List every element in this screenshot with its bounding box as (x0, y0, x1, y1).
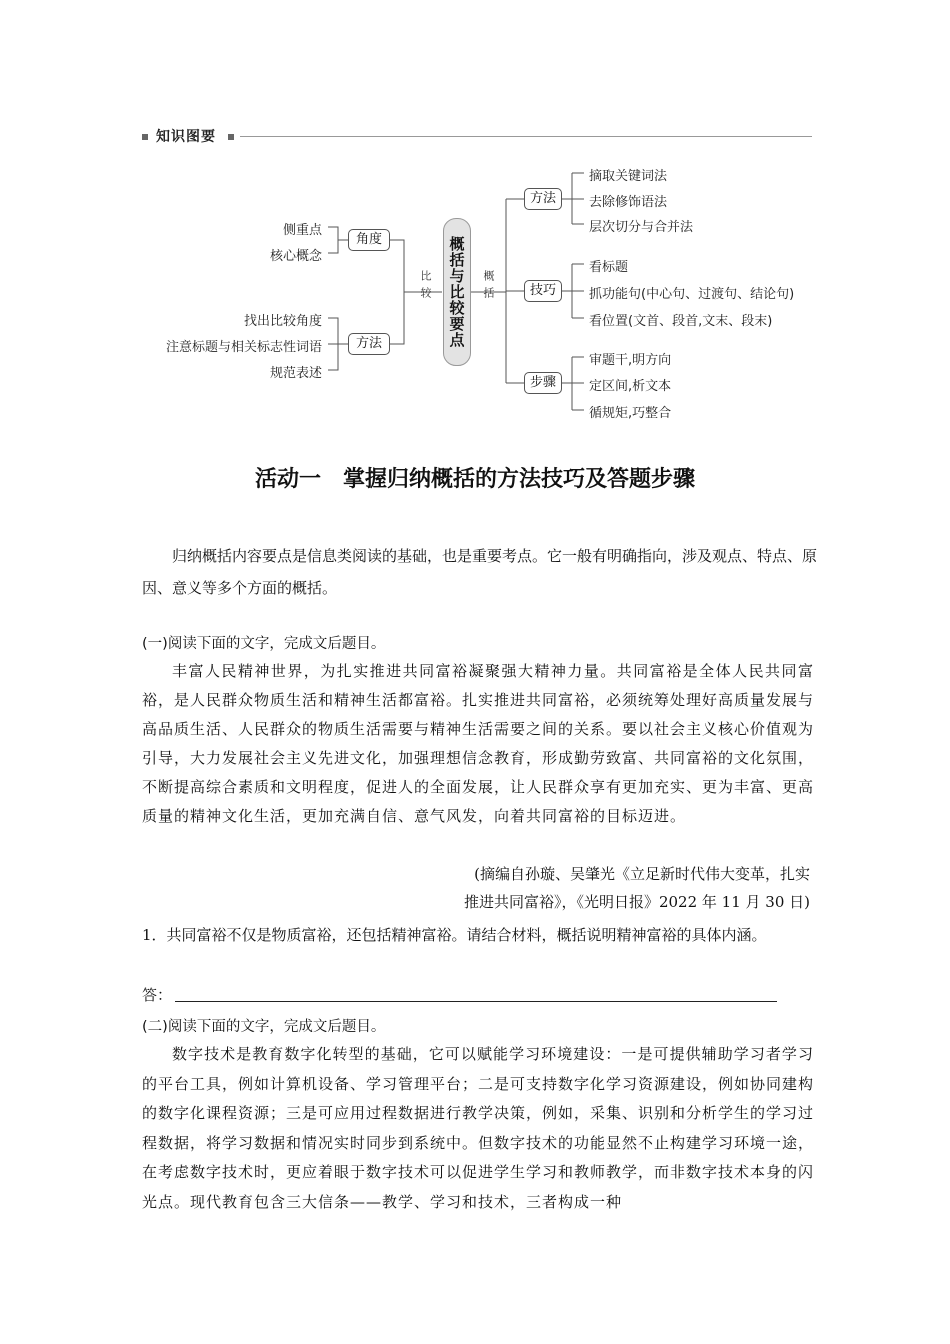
mindmap-node-skill: 技巧 (524, 280, 562, 302)
compare-connector-label: 比较 (419, 270, 432, 304)
answer-label: 答： (142, 986, 173, 1004)
mindmap-left-item: 侧重点 (282, 223, 322, 238)
mind-map-connectors (0, 0, 950, 440)
mindmap-right-item: 看位置(文首、段首,文末、段末) (589, 314, 773, 329)
mindmap-right-item: 摘取关键词法 (589, 169, 668, 184)
mindmap-node-right-method: 方法 (524, 188, 562, 210)
answer-line[interactable] (175, 1001, 777, 1002)
mindmap-center-node: 概括与比较要点 (443, 218, 471, 366)
mindmap-node-left-method: 方法 (348, 333, 390, 355)
mindmap-right-item: 循规矩,巧整合 (589, 406, 672, 421)
mindmap-right-item: 审题干,明方向 (589, 353, 672, 368)
mindmap-right-item: 层次切分与合并法 (589, 220, 694, 235)
activity-title: 活动一 掌握归纳概括的方法技巧及答题步骤 (254, 467, 695, 492)
source-line-1: (摘编自孙璇、吴肇光《立足新时代伟大变革，扎实 (474, 865, 810, 883)
mindmap-left-item: 核心概念 (269, 249, 322, 264)
part1-passage: 丰富人民精神世界，为扎实推进共同富裕凝聚强大精神力量。共同富裕是全体人民共同富裕，是人民群众物质生活和精神生活都富裕。扎实推进共同富裕，必须统筹处理好高质量发展与高品质生活、人民群众的物质生活需要与精神生活需要之间的关系。要以社会主义核心价值观为引导，大力发展社会主义先进文化，加强理想信念教育，形成勤劳致富、共同富裕的文化氛围，不断提高综合素质和文明程度，促进人的全面发展，让人民群众享有更加充实、更为丰富、更高质量的精神文化生活，更加充满自信、意气风发，向着共同富裕的目标迈进。 (142, 662, 815, 825)
mindmap-left-item: 注意标题与相关标志性词语 (165, 340, 322, 355)
mindmap-left-item: 规范表述 (269, 366, 322, 381)
mindmap-right-item: 抓功能句(中心句、过渡句、结论句) (589, 287, 795, 302)
intro-paragraph: 归纳概括内容要点是信息类阅读的基础，也是重要考点。它一般有明确指向，涉及观点、特点、原因、意义等多个方面的概括。 (142, 547, 818, 597)
question-1: 1．共同富裕不仅是物质富裕，还包括精神富裕。请结合材料，概括说明精神富裕的具体内涵。 (142, 926, 767, 944)
mindmap-right-item: 定区间,析文本 (589, 379, 672, 394)
section-label: 知识图要 (156, 129, 216, 145)
mindmap-right-item: 看标题 (589, 260, 629, 275)
source-line-2: 推进共同富裕》，《光明日报》2022 年 11 月 30 日) (463, 893, 810, 911)
mindmap-right-item: 去除修饰语法 (589, 195, 668, 210)
summarize-connector-label: 概括 (482, 270, 495, 304)
mindmap-node-angle: 角度 (348, 229, 390, 251)
part2-passage: 数字技术是教育数字化转型的基础，它可以赋能学习环境建设：一是可提供辅助学习者学习的平台工具，例如计算机设备、学习管理平台；二是可支持数字化学习资源建设，例如协同建构的数字化课程资源；三是可应用过程数据进行教学决策，例如，采集、识别和分析学生的学习过程数据，将学习数据和情况实时同步到系统中。但数字技术的功能显然不止构建学习环境一途，在考虑数字技术时，更应着眼于数字技术可以促进学生学习和教师教学，而非数字技术本身的闪光点。现代教育包含三大信条——教学、学习和技术，三者构成一种 (142, 1045, 815, 1211)
mindmap-left-item: 找出比较角度 (243, 314, 322, 329)
mindmap-node-steps: 步骤 (524, 372, 562, 394)
part2-heading: (二)阅读下面的文字，完成文后题目。 (142, 1019, 386, 1035)
part1-heading: (一)阅读下面的文字，完成文后题目。 (142, 636, 386, 652)
